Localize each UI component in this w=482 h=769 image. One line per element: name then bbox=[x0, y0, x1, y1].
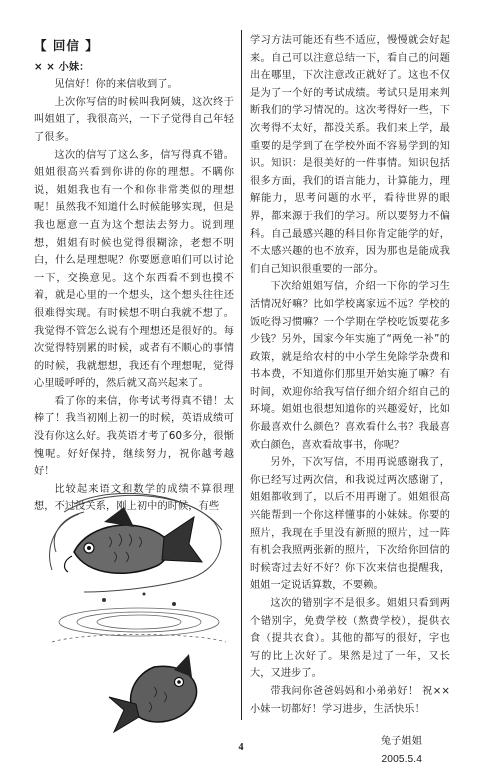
ripple-icon bbox=[52, 608, 226, 642]
paragraph: 下次给姐姐写信，介绍一下你的学习生活情况好嘛？比如学校离家远不远？学校的饭吃得习惯嘛？一个学期在学校吃饭要花多少钱？另外，国家今年实施了“两免一补”的政策，就是给农村的中小学生免除学杂费和书本费，不知道你们那里开始实施了嘛？有时间，欢迎你给我写信仔细介绍介绍自己的环境。姐姐也很想知道你的兴趣爱好，比如你最喜欢什么颜色？喜欢看什么书？我最喜欢白颜色，喜欢看故事书，你呢？ bbox=[250, 281, 450, 451]
page-number: 4 bbox=[238, 742, 244, 753]
paragraph: 带我问你爸爸妈妈和小弟弟好！ 祝××小妹一切都好！学习进步，生活快乐！ bbox=[250, 685, 450, 715]
paragraph: 比较起来语文和数学的成绩不算很理想，不过没关系，刚上初中的时候，有些 bbox=[34, 483, 234, 513]
section-heading: 【 回信 】 bbox=[34, 38, 99, 53]
paragraph: 这次的错别字不是很多。姐姐只看到两个错别字，免费学校（熬费学校），提供衣食（提共衣食）。其他的都写的很好，字也写的比上次好了。果然是过了一年，又长大，又进步了。 bbox=[250, 598, 450, 680]
droplet-icon bbox=[102, 593, 176, 607]
upper-fish-icon bbox=[65, 507, 202, 573]
signature: 兔子姐姐 bbox=[380, 736, 422, 748]
paragraph: 学习方法可能还有些不适应，慢慢就会好起来。自己可以注意总结一下，看自己的问题出在哪里，下次注意改正就好了。这也不仅是为了一个好的考试成绩。考试只是用来判断我们的学习情况的。这次考得好一些，下次考得不太好，都没关系。我们来上学，最重要的是学到了在学校外面不容易学到的知识。知识：是很美好的一件事情。知识包括很多方面，我们的语言能力，计算能力，理解能力，思考问题的水平，看待世界的眼界，都来源于我们的学习。所以要努力不偏科。自己最感兴趣的科目你肯定能学的好，不太感兴趣的也不放弃，因为那也是能成我们自己知识很重要的一部分。 bbox=[250, 35, 450, 275]
paragraph: 看了你的来信，你考试考得真不错！太棒了！我当初刚上初一的时候，英语成绩可没有你这么好。我英语才考了60多分，很惭愧呢。好好保持，继续努力，祝你越考越好！ bbox=[34, 395, 234, 478]
greeting: × × 小妹： bbox=[34, 61, 90, 73]
paragraph: 上次你写信的时候叫我阿姨，这次终于叫姐姐了，我很高兴，一下子觉得自己年轻了很多。 bbox=[34, 96, 234, 143]
right-column bbox=[250, 32, 450, 769]
column-divider bbox=[241, 30, 242, 720]
left-column bbox=[34, 32, 234, 516]
paragraph: 另外，下次写信，不用再说感谢我了，你已经写过两次信，和我说过两次感谢了，姐姐都收到了，以后不用再谢了。姐姐很高兴能帮到一个你这样懂事的小妹妹。你要的照片，我现在手里没有新照的照片，过一阵有机会我照两张新的照片，下次给你回信的时候寄过去好不好？你下次来信也提醒我，姐姐一定说话算数，不要赖。 bbox=[250, 457, 450, 592]
lower-fish-icon bbox=[109, 654, 197, 732]
paragraph: 这次的信写了这么多，信写得真不错。姐姐很高兴看到你讲的你的理想。不瞒你说，姐姐我也有一个和你非常类似的理想呢！虽然我不知道什么时候能够实现，但是我也愿意一直为这个想法去努力。说到理想，姐姐有时候也觉得很糊涂，老想不明白，什么是理想呢？你要愿意咱们可以讨论一下，交换意见。这个东西看不到也摸不着，就是心里的一个想头，这个想头往往还很难得实现。有时候想不明白我就不想了。我觉得不管怎么说有个理想还是很好的。每次觉得特别累的时候，或者有不顺心的事情的时候，我就想想，我还有个理想呢，觉得心里暖呼呼的，然后就又高兴起来了。 bbox=[34, 149, 234, 390]
letter-date: 2005.5.4 bbox=[381, 754, 422, 766]
paragraph: 见信好！你的来信收到了。 bbox=[54, 79, 178, 91]
carp-fish-illustration bbox=[44, 482, 232, 737]
